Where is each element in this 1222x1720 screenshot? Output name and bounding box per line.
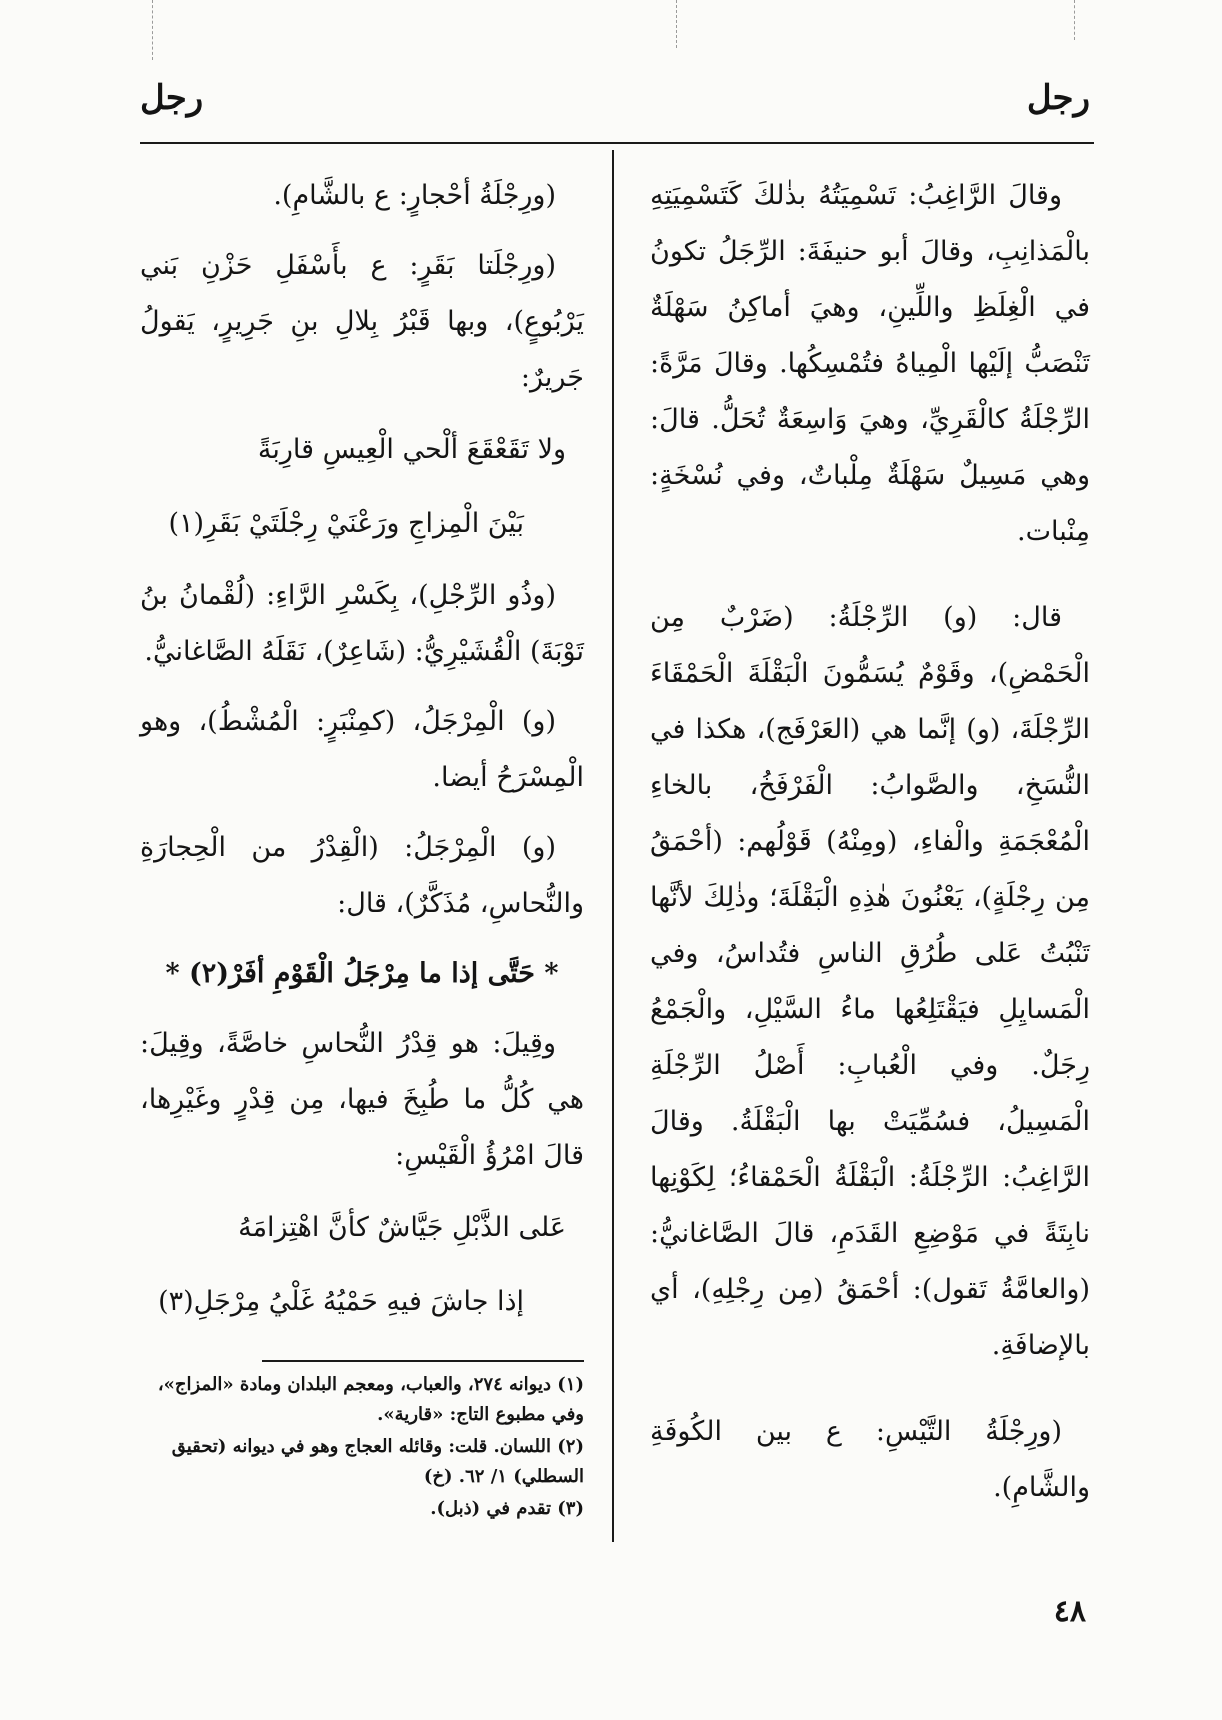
scan-guide-mark <box>676 0 677 48</box>
footnote-rule <box>262 1360 584 1362</box>
scan-guide-mark <box>1074 0 1075 40</box>
paragraph: (و) الْمِرْجَلُ: (الْقِدْرُ من الْحِجارَةِ والنُّحاسِ، مُذَكَّرٌ)، قال: <box>140 832 584 919</box>
paragraph: وقالَ الرَّاغِبُ: تَسْمِيَتُهُ بذٰلكَ كَتَسْمِيَتِهِ بالْمَذانِبِ، وقالَ أبو حنيفَةَ: الرِّجَلُ تكونُ في الْغِلَظِ واللِّينِ، وهيَ أماكِنُ سَهْلَةٌ تَنْصَبُّ إلَيْها الْمِياهُ فتُمْسِكُها. وقالَ مَرَّةً: الرِّجْلَةُ كالْقَرِيِّ، وهيَ وَاسِعَةٌ تُحَلُّ. قالَ: وهي مَسِيلٌ سَهْلَةٌ مِلْباتٌ، وفي نُسْخَةٍ: مِنْبات. <box>650 180 1090 547</box>
column-divider <box>612 150 614 1542</box>
paragraph: (وذُو الرِّجْلِ)، بِكَسْرِ الرَّاءِ: (لُقْمانُ بنُ تَوْبَةَ) الْقُشَيْرِيُّ: (شَاعِرٌ)، نَقَلَهُ الصَّاغانيُّ. <box>140 580 584 667</box>
verse-line: * حَتَّى إذا ما مِرْجَلُ الْقَوْمِ أفَرْ(٢) * <box>165 958 559 989</box>
scan-guide-mark <box>152 0 153 60</box>
verse-line: عَلى الذَّبْلِ جَيَّاشٌ كأنَّ اهْتِزامَهُ <box>238 1212 566 1243</box>
paragraph: (و) الْمِرْجَلُ، (كمِنْبَرٍ: الْمُشْطُ)، وهو الْمِسْرَحُ أيضا. <box>140 706 584 793</box>
verse-line: ولا تَقَعْقَعَ ألْحي الْعِيسِ قارِبَةً <box>257 434 566 465</box>
verse-line: إذا جاشَ فيهِ حَمْيُهُ غَلْيُ مِرْجَلِ(٣) <box>158 1286 524 1317</box>
footnotes <box>140 1370 584 1526</box>
paragraph: قال: (و) الرِّجْلَةُ: (ضَرْبٌ مِن الْحَمْضِ)، وقَوْمٌ يُسَمُّونَ الْبَقْلَةَ الْحَمْقَاءَ الرِّجْلَةَ، (و) إنَّما هي (العَرْفَج)، هكذا في النُّسَخِ، والصَّوابُ: الْفَرْفَخُ، بالخاءِ الْمُعْجَمَةِ والْفاءِ، (ومِنْهُ) قَوْلُهم: (أحْمَقُ مِن رِجْلَةٍ)، يَعْنُونَ هٰذِهِ الْبَقْلَةَ؛ وذٰلِكَ لأنَّها تَنْبُتُ عَلى طُرُقِ الناسِ فتُداسُ، وفي الْمَسايِلِ فيَقْتَلِعُها ماءُ السَّيْلِ، والْجَمْعُ رِجَلٌ. وفي الْعُبابِ: أَصْلُ الرِّجْلَةِ الْمَسِيلُ، فسُمِّيَتْ بها الْبَقْلَةُ. وقالَ الرَّاغِبُ: الرِّجْلَةُ: الْبَقْلَةُ الْحَمْقاءُ؛ لِكَوْنِها نابِتَةً في مَوْضِعِ القَدَمِ، قالَ الصَّاغانيُّ: (والعامَّةُ تَقول): أحْمَقُ (مِن رِجْلِهِ)، أي بالإضافَةِ. <box>650 602 1090 1361</box>
paragraph: (ورِجْلَتا بَقَرٍ: ع بأَسْفَلِ حَزْنِ بَني يَرْبُوعٍ)، وبها قَبْرُ بِلالِ بنِ جَرِيرٍ، يَقولُ جَريرٌ: <box>140 250 584 393</box>
footnote: (٢) اللسان. قلت: وقائله العجاج وهو في ديوانه (تحقيق السطلي) ١/ ٦٢. (خ) <box>171 1436 584 1487</box>
header-rule <box>140 142 1094 144</box>
footnote: (١) ديوانه ٢٧٤، والعباب، ومعجم البلدان ومادة «المزاج»، وفي مطبوع التاج: «قارية». <box>157 1374 584 1425</box>
footnote: (٣) تقدم في (ذبل). <box>430 1498 584 1519</box>
running-header-right: رجل <box>1026 78 1090 118</box>
paragraph: (ورِجْلَةُ التَّيْسِ: ع بين الكُوفَةِ والشَّامِ). <box>650 1416 1090 1503</box>
left-column <box>140 168 584 1346</box>
running-header-left: رجل <box>140 78 204 118</box>
right-column <box>650 168 1090 1530</box>
verse-line: بَيْنَ الْمِزاجِ ورَعْنَيْ رِجْلَتَيْ بَقَرِ(١) <box>168 508 524 539</box>
page-number: ٤٨ <box>1053 1594 1086 1629</box>
paragraph: (ورِجْلَةُ أحْجارٍ: ع بالشَّامِ). <box>273 180 556 211</box>
paragraph: وقِيلَ: هو قِدْرُ النُّحاسِ خاصَّةً، وقِيلَ: هي كُلُّ ما طُبِخَ فيها، مِن قِدْرٍ وغَيْرِها، قالَ امْرُؤُ الْقَيْسِ: <box>140 1028 584 1171</box>
